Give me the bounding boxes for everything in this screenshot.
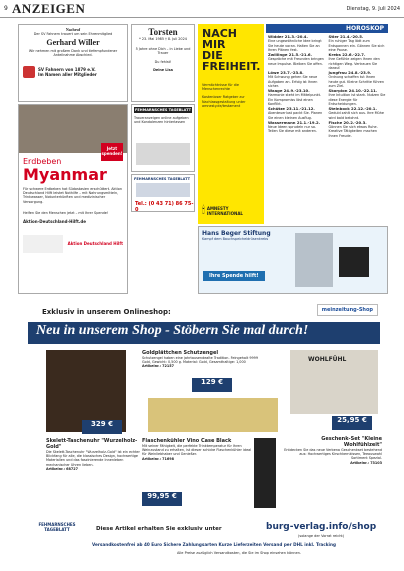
product-bottle-cooler[interactable] — [142, 438, 252, 461]
shop-footer — [22, 520, 386, 566]
horoscope-sign-name: Fische 20.2.-20.3. — [328, 119, 367, 125]
page-header — [0, 0, 404, 18]
horoscope-sign — [329, 35, 387, 52]
horoscope-sign — [268, 107, 326, 120]
torsten-dates: * 23. Mai 1985 † 8. Juli 2024 — [139, 37, 187, 41]
horoscope-sign-text: Ihre Gefühle zeigen Ihnen den richtigen Weg. Vertrauen Sie darauf. — [328, 57, 380, 70]
bottle-cooler-image — [254, 438, 276, 508]
mourning-service-text: Traueranzeigen online aufgeben und Kondolenzen hinterlassen — [134, 116, 189, 125]
torsten-line-2: Du fehlst! — [154, 59, 172, 64]
horoscope-sign-text: Neue Ideen sprudeln nur so. Teilen Sie diese mit anderen. — [268, 125, 317, 134]
product-title: Geschenk-Set "Kleine Wohlfühlzeit" — [321, 436, 382, 448]
club-crest-icon — [23, 66, 35, 78]
product-desc: Die Skelett-Taschenuhr "Wurzelholz-Gold" ist ein echter Blickfang für alle, die klassisches Design, hochwertige Materialien und das faszinierende Innenleben mechanischer Uhren lieben. — [46, 450, 140, 467]
footer-note: Alle Preise zuzüglich Versandkosten, die Sie im Shop einsehen können. — [176, 551, 302, 555]
hans-beger-sub: Kampf dem Bauchspeicheldrüsenkrebs — [202, 237, 269, 241]
amnesty-title-3: FREIHEIT. — [202, 60, 261, 73]
horoscope-sign-text: Eine ungewöhnliche Idee bringt Sie heute voran. Halten Sie an Ihren Plänen fest. — [268, 39, 322, 52]
club-sub: Im Namen aller Mitglieder — [38, 71, 97, 77]
product-title: Skelett-Taschenuhr "Wurzelholz-Gold" — [46, 438, 138, 450]
horoscope-sign-name: Zwillinge 21.5.-21.6. — [268, 52, 312, 58]
mourning-service-title: FEHMARNSCHES TAGEBLATT — [135, 108, 191, 112]
horoscope-sign-text: Gespräche mit Freunden bringen neue Impulse. Bleiben Sie offen. — [268, 57, 324, 66]
product-price: 129 € — [192, 378, 232, 392]
gold-plate-image — [148, 398, 278, 432]
amnesty-brand: AMNESTY INTERNATIONAL — [206, 205, 243, 216]
product-price: 329 € — [82, 420, 122, 434]
torsten-line-3: Deine Lisa — [153, 67, 173, 72]
candle-image — [136, 143, 190, 165]
footer-logo: FEHMARNSCHES TAGEBLATT — [38, 522, 76, 532]
section-title: ANZEIGEN — [12, 1, 86, 16]
horoscope-sign-name: Löwe 23.7.-23.8. — [268, 70, 304, 76]
product-title: Flaschenkühler Vino Case Black — [142, 438, 232, 444]
obituary-name: Gerhard Willer — [46, 38, 100, 48]
horoscope-sign — [329, 107, 387, 120]
footer-benefits: Versandkostenfrei ab 40 Euro Sichere Zahlungsarten Kurze Lieferzeiten Versand per DHL inkl. Tracking — [92, 542, 336, 547]
issue-date: Dienstag, 9. Juli 2024 — [346, 6, 400, 12]
horoscope-sign — [329, 121, 387, 138]
product-desc: Entdecken Sie das neue Verbena Geschenkset bestehend aus: Hochwertiges Kirschkernkissen, Teeauswahl Sortiment Spezial. — [284, 448, 382, 461]
horoscope-sign — [268, 71, 326, 88]
horoscope-sign-name: Widder 21.3.-20.4. — [268, 34, 308, 39]
horoscope — [266, 24, 388, 224]
horoscope-sign-name: Steinbock 22.12.-20.1. — [328, 106, 377, 112]
product-desc: Schutzengel haben eine jahrtausendealte Tradition. Feingehalt 9999 Gold, Gewicht: 0,500 g. Material: Gold, Gesamthaltige: 1,000 — [142, 356, 258, 365]
obituary-heading: Nachruf — [65, 27, 81, 32]
obituary-intro: Der SV Fahnern trauert um sein Ehrenmitglied — [33, 32, 113, 36]
horoscope-sign — [329, 53, 387, 70]
club-name: SV Fahnern von 1879 e.V. — [38, 66, 96, 72]
hans-beger-ad — [198, 226, 388, 294]
myanmar-ad — [18, 104, 128, 294]
newspaper-image — [136, 183, 190, 197]
amnesty-text-2: Kostenloser Ratgeber zur Nachlassgestaltung unter amnesty.de/testament — [202, 95, 246, 108]
product-gold-plate[interactable] — [142, 350, 262, 369]
product-desc: Mit seiner Fähigkeit, die perfekte Trinktemperatur für Ihren Weinzustand zu erhalten, ist dieser schicke Flaschenkühler ideal für Weinliebhaber und Genießer. — [142, 444, 252, 457]
horoscope-sign — [268, 89, 326, 106]
qr-code-icon — [339, 247, 369, 277]
shop-url[interactable]: burg-verlag.info/shop — [266, 522, 377, 532]
horoscope-sign-name: Schütze 23.11.-21.12. — [268, 106, 315, 112]
product-gift-set[interactable] — [284, 436, 382, 465]
statue-image — [295, 233, 333, 287]
shop-headline: Neu in unserem Shop - Stöbern Sie mal durch! — [28, 322, 380, 344]
obituary-torsten — [131, 24, 195, 102]
shop-tag: Exklusiv in unserem Onlineshop: — [42, 308, 171, 316]
myanmar-text: Für schwere Erdbeben hat Südostasien erschüttert. Aktion Deutschland Hilft leistet Nothilfe – mit Nahrungsmitteln, Trinkwasser, Notunterkünften und medizinischer Versorgung. — [23, 187, 123, 204]
newspaper-tel: Tel.: (0 43 71) 86 75-0 — [135, 201, 194, 212]
product-art: Artikelnr.: 73103 — [350, 460, 382, 465]
product-art: Artikelnr.: 72157 — [142, 364, 174, 369]
myanmar-title-2: Myanmar — [23, 165, 107, 184]
horoscope-sign-name: Jungfrau 24.8.-23.9. — [328, 70, 372, 76]
gift-set-brand: WOHLFÜHL — [308, 356, 347, 363]
horoscope-sign-text: Geduld zahlt sich aus. Ihre Mühe wird bald belohnt. — [328, 111, 384, 120]
horoscope-sign-text: Abenteuerlust packt Sie. Planen Sie einen kleinen Ausflug. — [268, 111, 323, 120]
product-price: 25,95 € — [332, 416, 372, 430]
amnesty-text-1: Vermächtnisse für die Menschenrechte — [202, 83, 239, 92]
product-title: Goldplättchen Schutzengel — [142, 350, 219, 356]
horoscope-sign-text: Ein ruhiger Tag lädt zum Entspannen ein. Gönnen Sie sich eine Pause. — [328, 39, 385, 52]
horoscope-sign-text: Gönnen Sie sich etwas Ruhe. Kreative Tätigkeiten machen Ihnen Freude. — [328, 125, 378, 138]
mourning-service-ad — [131, 104, 195, 172]
myanmar-cta: Helfen Sie den Menschen jetzt – mit Ihrer Spende! — [23, 211, 109, 215]
aktion-logo: Aktion Deutschland Hilft — [67, 241, 123, 246]
horoscope-title: HOROSKOP — [266, 24, 388, 33]
footer-line1: Diese Artikel erhalten Sie exklusiv unter — [96, 526, 222, 532]
horoscope-sign-name: Waage 24.9.-23.10. — [268, 88, 310, 94]
product-price: 99,95 € — [142, 492, 182, 506]
amnesty-title-1: NACH MIR — [202, 27, 237, 51]
page-number: 9 — [4, 5, 8, 12]
newspaper-label: FEHMARNSCHES TAGEBLATT — [134, 177, 190, 181]
myanmar-qr-area — [23, 235, 63, 253]
horoscope-sign — [268, 35, 326, 52]
candle-icon: 🕯 — [202, 205, 205, 216]
horoscope-sign-name: Wassermann 21.1.-19.2. — [268, 119, 321, 125]
torsten-line-1: 5 Jahre ohne Dich – in Liebe und Trauer — [135, 47, 191, 56]
product-art: Artikelnr.: 68727 — [46, 466, 78, 471]
horoscope-sign — [268, 121, 326, 138]
amnesty-title-2: DIE — [202, 49, 223, 62]
horoscope-sign-text: Ordnung schaffen tut Ihnen heute gut. Kleine Schritte führen zum Ziel. — [328, 75, 385, 88]
obituary-text: Wir nehmen mit großem Dank und tiefempfundener Anteilnahme Abschied. — [28, 49, 118, 58]
horoscope-sign-text: Harmonie steht im Mittelpunkt. Ein Kompromiss löst einen Konflikt. — [268, 93, 322, 106]
horoscope-sign — [329, 71, 387, 88]
obituary-willer — [18, 24, 128, 102]
newspaper-contact-ad — [131, 174, 195, 212]
myanmar-title-1: Erdbeben — [23, 157, 62, 166]
hans-beger-cta[interactable]: Ihre Spende hilft! — [203, 271, 265, 281]
horoscope-sign-name: Stier 21.4.-20.5. — [328, 34, 364, 39]
hans-beger-title: Hans Beger Stiftung — [202, 230, 271, 237]
horoscope-sign-text: Mit Schwung gehen Sie neue Aufgaben an. Erfolg ist Ihnen sicher. — [268, 75, 318, 88]
horoscope-sign — [268, 53, 326, 70]
donate-badge[interactable]: Jetzt spenden! — [101, 143, 123, 161]
horoscope-sign-name: Krebs 22.6.-22.7. — [328, 52, 366, 58]
horoscope-sign-text: Ihre Intuition ist stark. Nutzen Sie diese Energie für Entscheidungen. — [328, 93, 386, 106]
myanmar-web-link[interactable]: Aktion-Deutschland-Hilft.de — [23, 219, 86, 224]
shop-brand-logo: meinzeitung-Shop — [317, 304, 378, 316]
torsten-name: Torsten — [148, 27, 178, 37]
shop-url-note: (solange der Vorrat reicht) — [298, 534, 345, 538]
shop-section — [22, 302, 386, 518]
horoscope-sign — [329, 89, 387, 106]
amnesty-ad — [198, 24, 264, 224]
product-pocket-watch[interactable] — [46, 438, 142, 471]
product-art: Artikelnr.: 71698 — [142, 456, 174, 461]
horoscope-sign-name: Skorpion 24.10.-22.11. — [328, 88, 378, 94]
